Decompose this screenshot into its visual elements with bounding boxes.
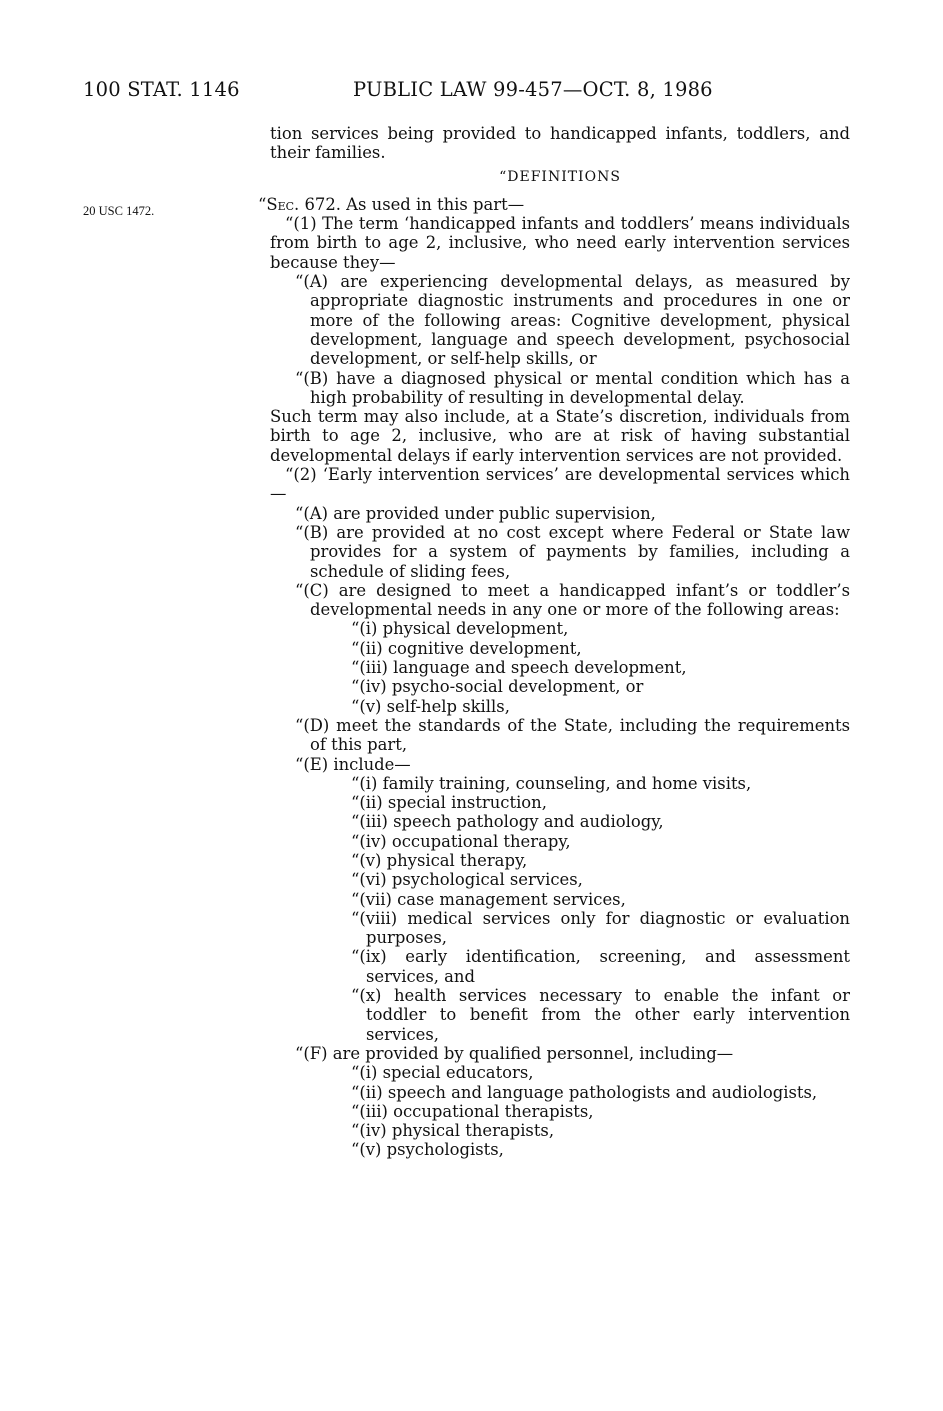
paragraph-1B: “(B) have a diagnosed physical or mental condition which has a high probability of resulting in developmental delay. [295,368,850,407]
item-2F-ii: “(ii) speech and language pathologists and audiologists, [351,1082,818,1102]
page-title: PUBLIC LAW 99-457—OCT. 8, 1986 [353,78,713,101]
item-2C-v: “(v) self-help skills, [351,696,510,716]
paragraph-1A: “(A) are experiencing developmental delays, as measured by appropriate diagnostic instruments and procedures in one or more of the following areas: Cognitive development, physical development, language and speech development, psychosocial development, or self-help skills, or [295,272,850,369]
item-2C-iii: “(iii) language and speech development, [351,658,687,678]
paragraph-2B: “(B) are provided at no cost except where Federal or State law provides for a system of payments by families, including a schedule of sliding fees, [295,522,850,581]
item-2F-v: “(v) psychologists, [351,1140,504,1160]
paragraph-1: “(1) The term ‘handicapped infants and toddlers’ means individuals from birth to age 2, inclusive, who need early intervention services because they— [270,214,850,272]
item-2C-iv: “(iv) psycho-social development, or [351,677,644,697]
paragraph-2F: “(F) are provided by qualified personnel, including— [295,1043,734,1063]
section-line [258,195,850,214]
paragraph-2C: “(C) are designed to meet a handicapped infant’s or toddler’s developmental needs in any one or more of the following areas: [295,580,850,620]
paragraph-1-tail: Such term may also include, at a State’s discretion, individuals from birth to age 2, inclusive, who are at risk of having substantial developmental delays if early intervention services are not provided. [270,407,850,465]
item-2E-iii: “(iii) speech pathology and audiology, [351,812,664,832]
section-text: 672. As used in this part— [299,194,525,214]
item-2E-vi: “(vi) psychological services, [351,870,583,890]
section-label: “Sec. [258,194,300,214]
item-2E-i: “(i) family training, counseling, and home visits, [351,773,752,793]
section-heading: “DEFINITIONS [499,168,621,185]
item-2E-ii: “(ii) special instruction, [351,793,547,813]
statute-body [258,124,850,1160]
paragraph-2D: “(D) meet the standards of the State, including the requirements of this part, [295,715,850,755]
item-2F-iv: “(iv) physical therapists, [351,1121,555,1141]
item-2C-ii: “(ii) cognitive development, [351,638,582,658]
item-2F-iii: “(iii) occupational therapists, [351,1101,594,1121]
intro-paragraph: tion services being provided to handicapped infants, toddlers, and their families. [270,124,850,163]
item-2C-i: “(i) physical development, [351,619,569,639]
item-2E-x: “(x) health services necessary to enable the infant or toddler to benefit from the other early intervention services, [351,986,850,1044]
item-2E-v: “(v) physical therapy, [351,850,528,870]
item-2F-i: “(i) special educators, [351,1063,534,1083]
item-2E-viii: “(viii) medical services only for diagnostic or evaluation purposes, [351,908,850,948]
margin-citation: 20 USC 1472. [83,204,155,218]
paragraph-2A: “(A) are provided under public supervision, [295,503,656,523]
paragraph-2: “(2) ‘Early intervention services’ are developmental services which— [270,465,850,504]
item-2E-vii: “(vii) case management services, [351,889,626,909]
page-reference: 100 STAT. 1146 [83,78,240,101]
paragraph-2E: “(E) include— [295,754,411,774]
item-2E-ix: “(ix) early identification, screening, and assessment services, and [351,947,850,986]
item-2E-iv: “(iv) occupational therapy, [351,831,571,851]
